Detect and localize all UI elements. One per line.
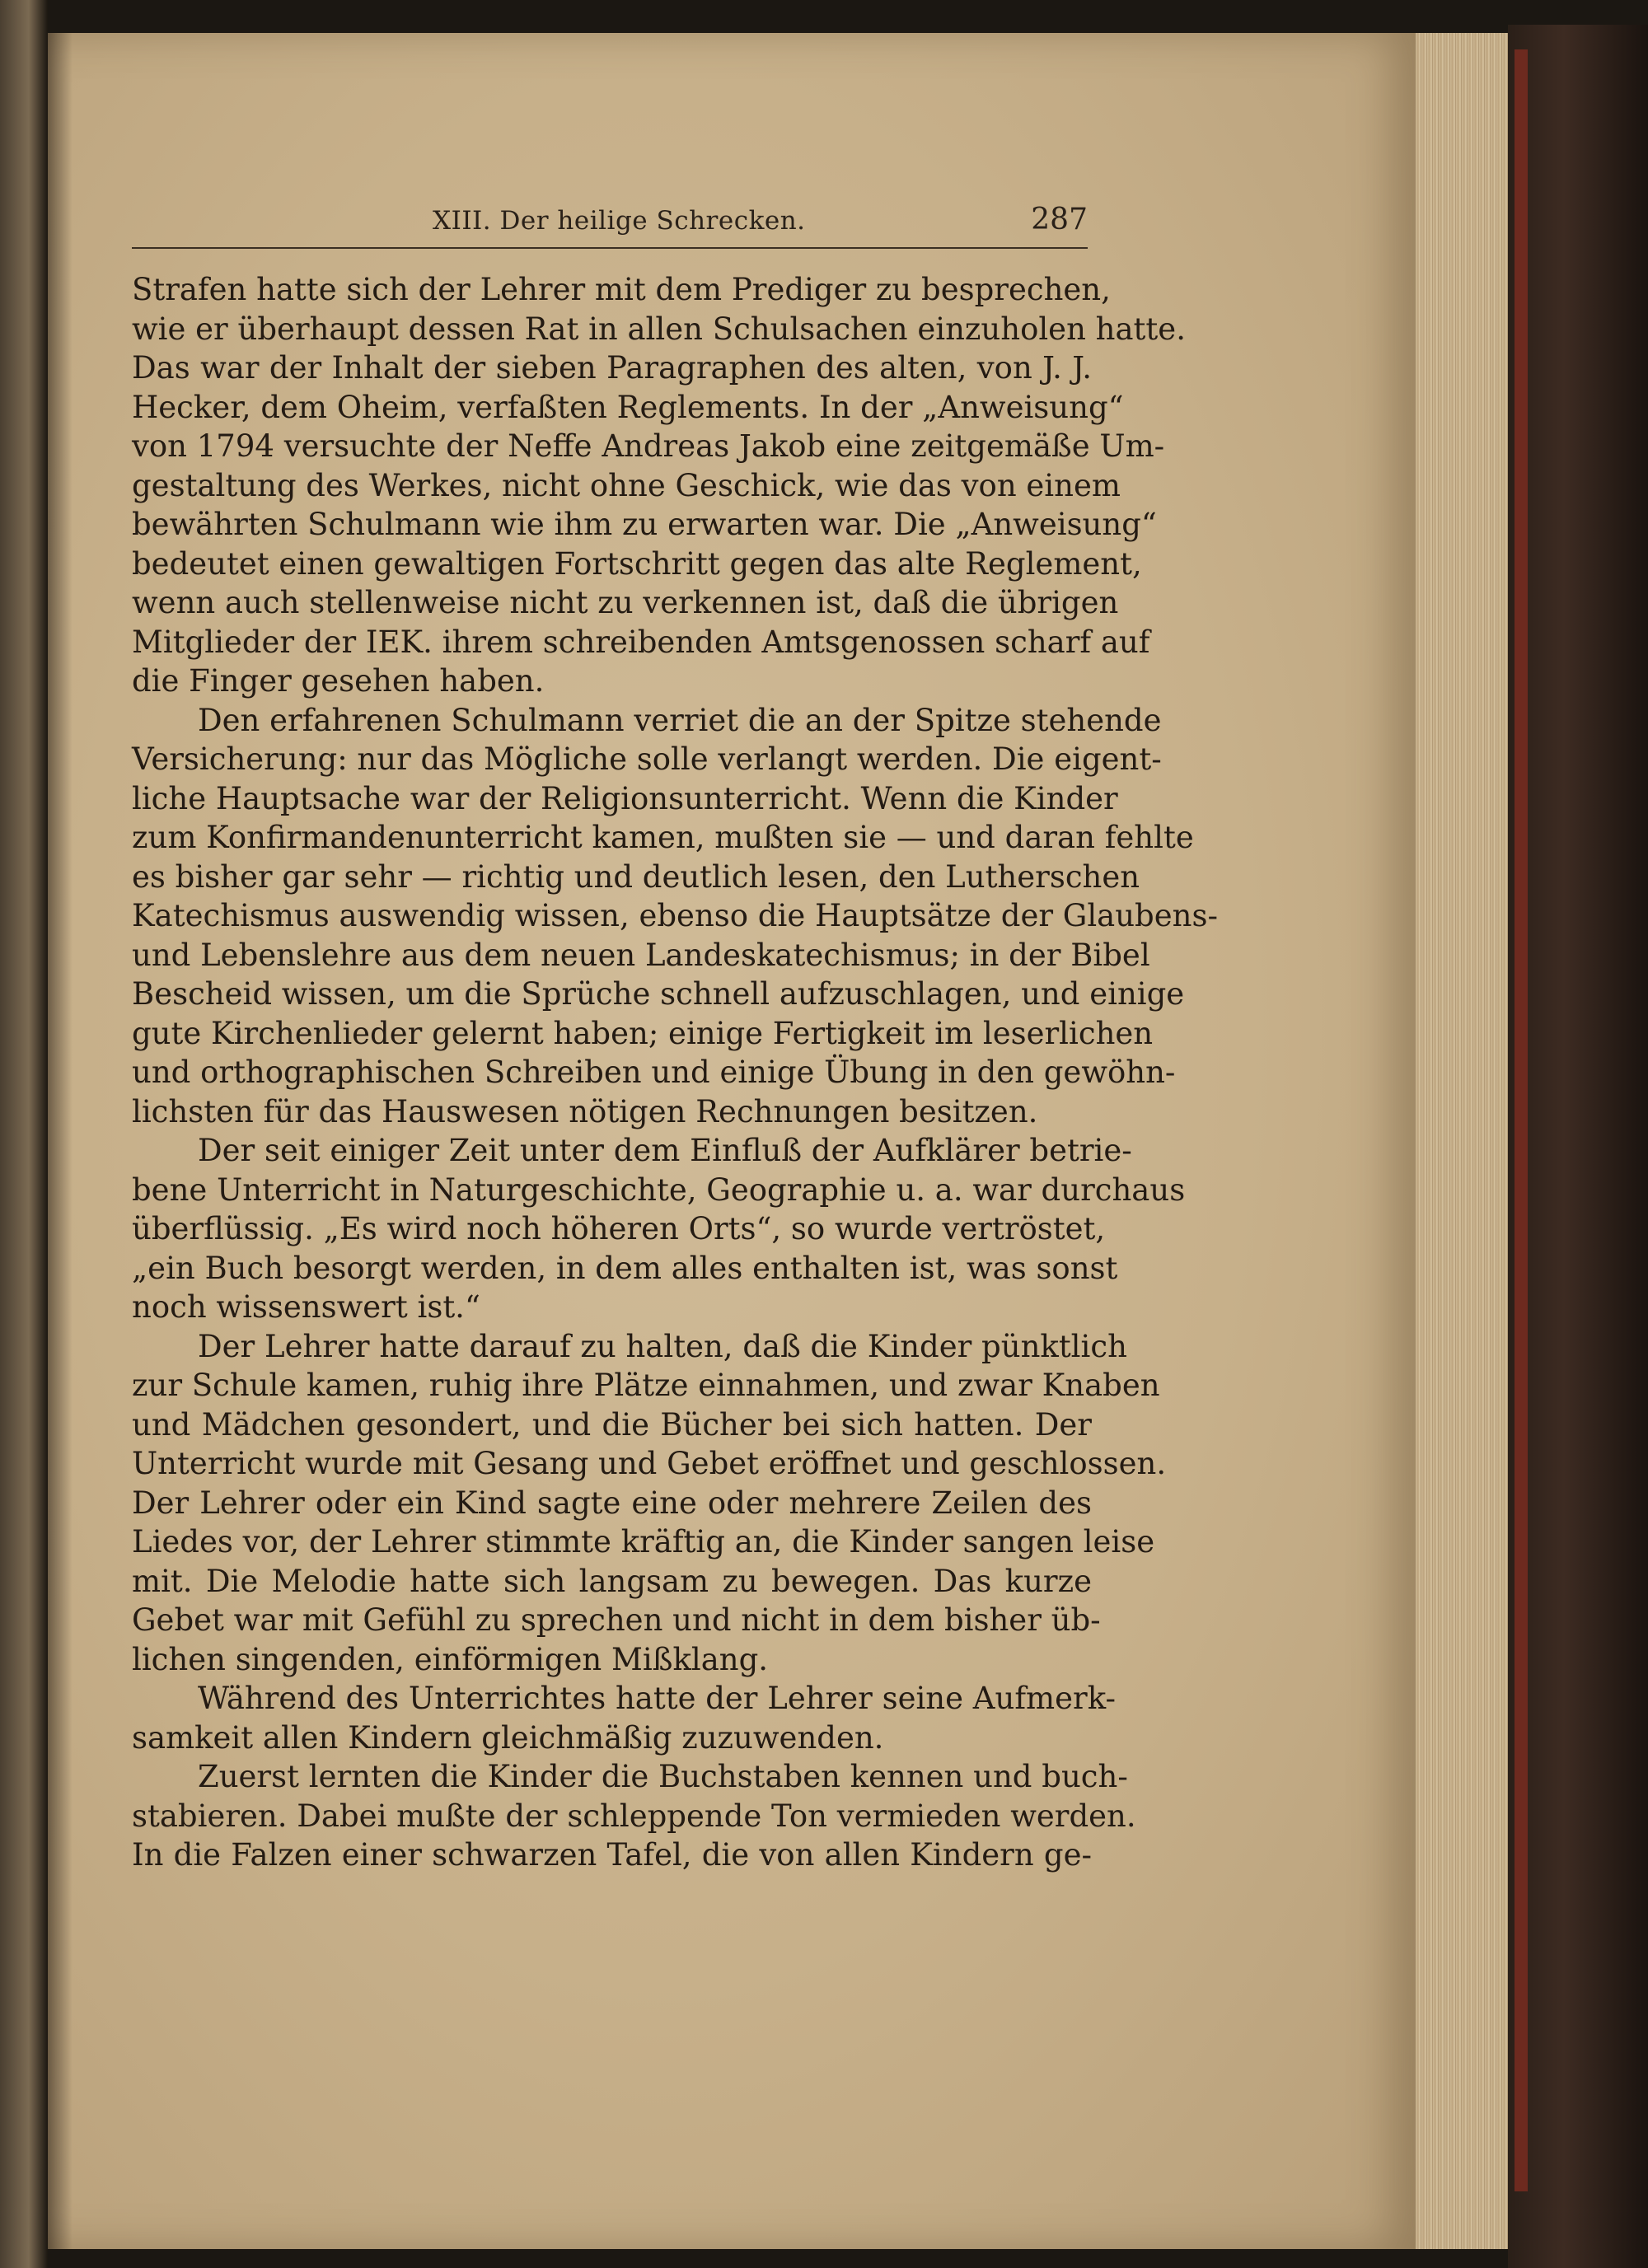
text-line: überflüssig. „Es wird noch höheren Orts“, so wurde vertröstet, bbox=[132, 1211, 1106, 1246]
text-line: wie er überhaupt dessen Rat in allen Schulsachen einzuholen hatte. bbox=[132, 311, 1186, 347]
text-line: zur Schule kamen, ruhig ihre Plätze einnahmen, und zwar Knaben bbox=[132, 1368, 1160, 1403]
text-line: gute Kirchenlieder gelernt haben; einige Fertigkeit im leserlichen bbox=[132, 1015, 1154, 1051]
text-line: „ein Buch besorgt werden, in dem alles enthalten ist, was sonst bbox=[132, 1250, 1118, 1286]
text-line: bedeutet einen gewaltigen Fortschritt gegen das alte Reglement, bbox=[132, 545, 1142, 582]
text-line: und Lebenslehre aus dem neuen Landeskatechismus; in der Bibel bbox=[132, 937, 1150, 973]
gutter-shadow bbox=[48, 33, 73, 2249]
text-line: In die Falzen einer schwarzen Tafel, die von allen Kindern ge- bbox=[132, 1837, 1092, 1873]
text-line: von 1794 versuchte der Neffe Andreas Jakob eine zeitgemäße Um- bbox=[132, 428, 1165, 464]
text-line: Der Lehrer oder ein Kind sagte eine oder mehrere Zeilen des bbox=[132, 1485, 1092, 1521]
text-line: Der Lehrer hatte darauf zu halten, daß die Kinder pünktlich bbox=[198, 1328, 1127, 1364]
running-title: XIII. Der heilige Schrecken. bbox=[433, 206, 806, 236]
book-cover bbox=[1508, 25, 1648, 2268]
text-line: Das war der Inhalt der sieben Paragraphen des alten, von J. J. bbox=[132, 350, 1092, 386]
text-line: die Finger gesehen haben. bbox=[132, 663, 545, 699]
text-line: samkeit allen Kindern gleichmäßig zuzuwenden. bbox=[132, 1719, 884, 1756]
text-line: lichen singenden, einförmigen Mißklang. bbox=[132, 1641, 769, 1677]
text-line: noch wissenswert ist.“ bbox=[132, 1289, 480, 1325]
text-line: und orthographischen Schreiben und einige Übung in den gewöhn- bbox=[132, 1055, 1176, 1090]
text-line: zum Konfirmandenunterricht kamen, mußten sie — und daran fehlte bbox=[132, 820, 1194, 855]
text-line: mit. Die Melodie hatte sich langsam zu bewegen. Das kurze bbox=[132, 1563, 1092, 1599]
text-line: bene Unterricht in Naturgeschichte, Geographie u. a. war durchaus bbox=[132, 1171, 1186, 1208]
page-number: 287 bbox=[1031, 203, 1088, 236]
text-line: bewährten Schulmann wie ihm zu erwarten war. Die „Anweisung“ bbox=[132, 507, 1157, 542]
text-line: liche Hauptsache war der Religionsunterricht. Wenn die Kinder bbox=[132, 780, 1118, 816]
text-line: Der seit einiger Zeit unter dem Einfluß der Aufklärer betrie- bbox=[198, 1133, 1132, 1168]
text-line: Versicherung: nur das Mögliche solle verlangt werden. Die eigent- bbox=[132, 741, 1162, 777]
text-line: Zuerst lernten die Kinder die Buchstaben kennen und buch- bbox=[198, 1759, 1128, 1794]
text-line: Hecker, dem Oheim, verfaßten Reglements. In der „Anweisung“ bbox=[132, 389, 1124, 425]
running-header bbox=[132, 198, 1088, 249]
text-line: stabieren. Dabei mußte der schleppende Ton vermieden werden. bbox=[132, 1798, 1136, 1834]
text-line: lichsten für das Hauswesen nötigen Rechnungen besitzen. bbox=[132, 1093, 1038, 1129]
text-line: Gebet war mit Gefühl zu sprechen und nicht in dem bisher üb- bbox=[132, 1602, 1101, 1638]
body-text bbox=[132, 270, 1218, 1875]
left-page-edge bbox=[0, 0, 48, 2268]
text-line: Strafen hatte sich der Lehrer mit dem Prediger zu besprechen, bbox=[132, 272, 1111, 307]
text-line: Während des Unterrichtes hatte der Lehrer seine Aufmerk- bbox=[198, 1681, 1116, 1716]
text-line: und Mädchen gesondert, und die Bücher bei sich hatten. Der bbox=[132, 1406, 1092, 1443]
cover-binding-strip bbox=[1515, 49, 1528, 2191]
text-line: Katechismus auswendig wissen, ebenso die Hauptsätze der Glaubens- bbox=[132, 898, 1218, 933]
text-line: es bisher gar sehr — richtig und deutlich lesen, den Lutherschen bbox=[132, 858, 1140, 895]
text-line: wenn auch stellenweise nicht zu verkennen ist, daß die übrigen bbox=[132, 585, 1119, 620]
text-line: Den erfahrenen Schulmann verriet die an der Spitze stehende bbox=[198, 702, 1162, 738]
text-line: Unterricht wurde mit Gesang und Gebet eröffnet und geschlossen. bbox=[132, 1446, 1167, 1481]
text-line: gestaltung des Werkes, nicht ohne Geschick, wie das von einem bbox=[132, 467, 1121, 503]
text-line: Bescheid wissen, um die Sprüche schnell aufzuschlagen, und einige bbox=[132, 976, 1185, 1012]
text-line: Liedes vor, der Lehrer stimmte kräftig an, die Kinder sangen leise bbox=[132, 1524, 1155, 1560]
page-edges bbox=[1416, 33, 1508, 2249]
text-line: Mitglieder der IEK. ihrem schreibenden Amtsgenossen scharf auf bbox=[132, 624, 1150, 660]
